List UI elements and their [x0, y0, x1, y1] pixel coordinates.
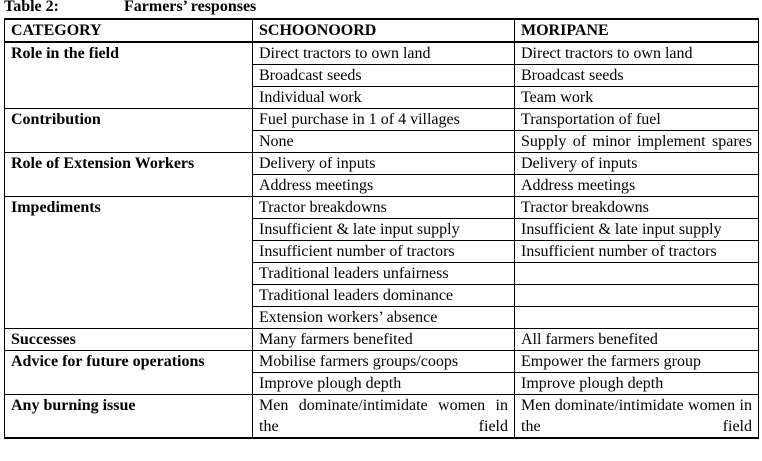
moripane-cell: Tractor breakdowns: [515, 197, 759, 219]
moripane-cell-text: Men dominate/intimidate women in the field: [521, 397, 752, 435]
schoonoord-cell: Many farmers benefited: [253, 329, 515, 351]
moripane-cell: Improve plough depth: [515, 373, 759, 395]
moripane-cell: Broadcast seeds: [515, 65, 759, 87]
table-number: Table 2:: [4, 0, 59, 15]
moripane-cell: [515, 263, 759, 285]
schoonoord-cell: Tractor breakdowns: [253, 197, 515, 219]
moripane-cell: Direct tractors to own land: [515, 42, 759, 65]
category-cell: Role in the field: [5, 42, 253, 109]
moripane-cell: Address meetings: [515, 175, 759, 197]
farmers-responses-table: [4, 18, 759, 439]
schoonoord-cell: Individual work: [253, 87, 515, 109]
category-cell: Successes: [5, 329, 253, 351]
table-row: [5, 153, 759, 175]
schoonoord-cell-text: Men dominate/intimidate women in the field: [259, 397, 508, 435]
header-moripane: MORIPANE: [515, 19, 759, 42]
moripane-cell: [515, 395, 759, 439]
schoonoord-cell: Improve plough depth: [253, 373, 515, 395]
header-schoonoord: SCHOONOORD: [253, 19, 515, 42]
category-cell: Contribution: [5, 109, 253, 153]
moripane-cell: Delivery of inputs: [515, 153, 759, 175]
category-cell: Advice for future operations: [5, 351, 253, 395]
table-row: [5, 197, 759, 219]
moripane-cell: Insufficient number of tractors: [515, 241, 759, 263]
schoonoord-cell: Address meetings: [253, 175, 515, 197]
schoonoord-cell: Delivery of inputs: [253, 153, 515, 175]
table-row: [5, 109, 759, 131]
header-category: CATEGORY: [5, 19, 253, 42]
table-row: [5, 351, 759, 373]
schoonoord-cell: Insufficient number of tractors: [253, 241, 515, 263]
schoonoord-cell: Broadcast seeds: [253, 65, 515, 87]
schoonoord-cell: Mobilise farmers groups/coops: [253, 351, 515, 373]
schoonoord-cell: Insufficient & late input supply: [253, 219, 515, 241]
moripane-cell-text: Supply of minor implement spares: [521, 133, 752, 150]
moripane-cell: Insufficient & late input supply: [515, 219, 759, 241]
moripane-cell: [515, 285, 759, 307]
schoonoord-cell: Direct tractors to own land: [253, 42, 515, 65]
moripane-cell: [515, 131, 759, 153]
moripane-cell: Empower the farmers group: [515, 351, 759, 373]
table-caption: [4, 0, 256, 16]
table-title: Farmers’ responses: [124, 0, 257, 15]
moripane-cell: Transportation of fuel: [515, 109, 759, 131]
moripane-cell: [515, 307, 759, 329]
table-row: [5, 42, 759, 65]
schoonoord-cell: Traditional leaders unfairness: [253, 263, 515, 285]
table-row: [5, 395, 759, 439]
schoonoord-cell: Traditional leaders dominance: [253, 285, 515, 307]
schoonoord-cell: Fuel purchase in 1 of 4 villages: [253, 109, 515, 131]
category-cell: Impediments: [5, 197, 253, 329]
moripane-cell: All farmers benefited: [515, 329, 759, 351]
table-row: [5, 329, 759, 351]
schoonoord-cell: [253, 395, 515, 439]
schoonoord-cell: None: [253, 131, 515, 153]
header-row: [5, 19, 759, 42]
schoonoord-cell: Extension workers’ absence: [253, 307, 515, 329]
category-cell: Any burning issue: [5, 395, 253, 439]
moripane-cell: Team work: [515, 87, 759, 109]
category-cell: Role of Extension Workers: [5, 153, 253, 197]
